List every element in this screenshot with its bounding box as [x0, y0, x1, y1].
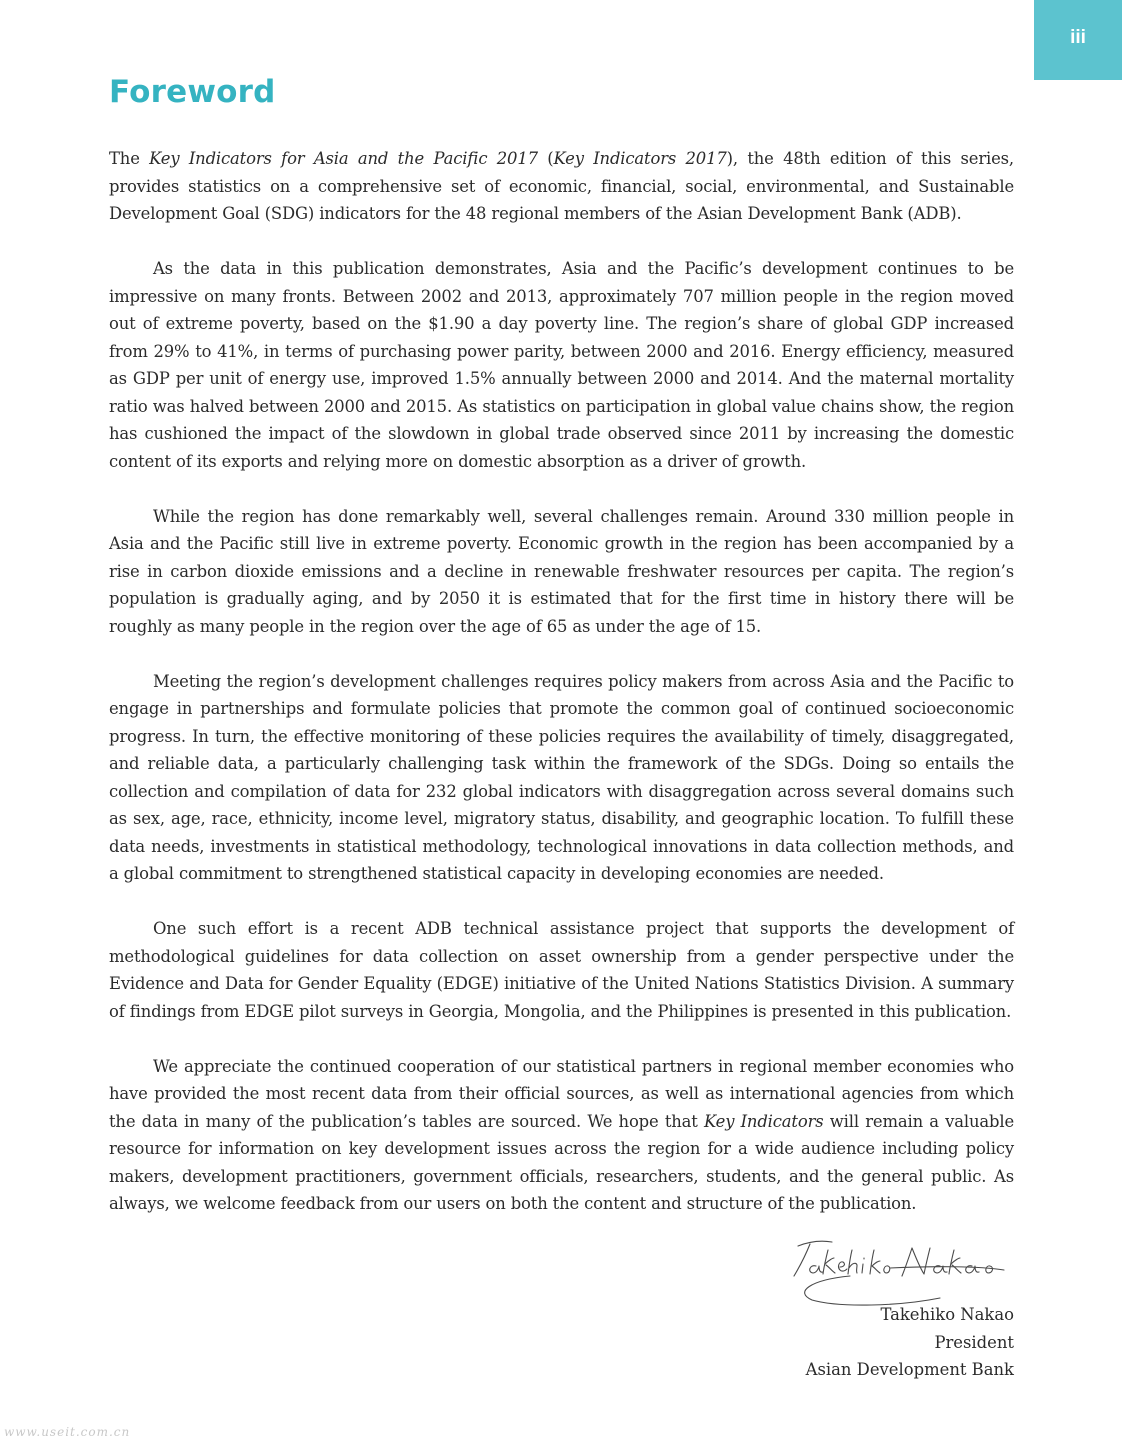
- watermark: www.useit.com.cn: [4, 1425, 131, 1439]
- publication-title: Key Indicators for Asia and the Pacific 2017: [149, 149, 538, 168]
- paragraph-6: [109, 1053, 1014, 1218]
- paragraph-1-text-a: The: [109, 149, 150, 168]
- paragraph-1-text-c: ), the 48th edition of this series, provides statistics on a comprehensive set of economic, financial, social, environmental, and Sustainable Development Goal (SDG) indicators for the 48 regional members of the Asian Development Bank (ADB).: [109, 149, 1014, 223]
- signatory-name: Takehiko Nakao: [880, 1305, 1014, 1324]
- paragraph-4: Meeting the region’s development challenges requires policy makers from across Asia and the Pacific to engage in partnerships and formulate policies that promote the common goal of continued socioeconomic progress. In turn, the effective monitoring of these policies requires the availability of timely, disaggregated, and reliable data, a particularly challenging task within the framework of the SDGs. Doing so entails the collection and compilation of data for 232 global indicators with disaggregation across several domains such as sex, age, race, ethnicity, income level, migratory status, disability, and geographic location. To fulfill these data needs, investments in statistical methodology, technological innovations in data collection methods, and a global commitment to strengthened statistical capacity in developing economies are needed.: [109, 671, 1014, 883]
- signature-block: [806, 1301, 1014, 1384]
- paragraph-1-text-b: (: [537, 149, 554, 168]
- publication-short-title: Key Indicators 2017: [553, 149, 727, 168]
- paragraph-1: [109, 145, 1014, 228]
- page-number: iii: [1070, 27, 1086, 48]
- foreword-body: [109, 145, 1014, 1245]
- paragraph-6-text-a: We appreciate the continued cooperation of our statistical partners in regional member economies who have provided the most recent data from their official sources, as well as international agencies from which the data in many of the publication’s tables are sourced. We hope that: [109, 1056, 1014, 1131]
- paragraph-6-text-b: will remain a valuable resource for information on key development issues across the region for a wide audience including policy makers, development practitioners, government officials, researchers, students, and the general public. As always, we welcome feedback from our users on both the content and structure of the publication.: [109, 1111, 1014, 1213]
- page-number-tab: [1034, 0, 1122, 80]
- paragraph-3: While the region has done remarkably well, several challenges remain. Around 330 million people in Asia and the Pacific still live in extreme poverty. Economic growth in the region has been accompanied by a rise in carbon dioxide emissions and a decline in renewable freshwater resources per capita. The region’s population is gradually aging, and by 2050 it is estimated that for the first time in history there will be roughly as many people in the region over the age of 65 as under the age of 15.: [109, 506, 1014, 636]
- page-title: Foreword: [109, 74, 276, 110]
- paragraph-5: One such effort is a recent ADB technical assistance project that supports the development of methodological guidelines for data collection on asset ownership from a gender perspective under the Evidence and Data for Gender Equality (EDGE) initiative of the United Nations Statistics Division. A summary of findings from EDGE pilot surveys in Georgia, Mongolia, and the Philippines is presented in this publication.: [109, 919, 1014, 1021]
- signatory-organization: Asian Development Bank: [805, 1360, 1014, 1379]
- paragraph-2: As the data in this publication demonstrates, Asia and the Pacific’s development continues to be impressive on many fronts. Between 2002 and 2013, approximately 707 million people in the region moved out of extreme poverty, based on the $1.90 a day poverty line. The region’s share of global GDP increased from 29% to 41%, in terms of purchasing power parity, between 2000 and 2016. Energy efficiency, measured as GDP per unit of energy use, improved 1.5% annually between 2000 and 2014. And the maternal mortality ratio was halved between 2000 and 2015. As statistics on participation in global value chains show, the region has cushioned the impact of the slowdown in global trade observed since 2011 by increasing the domestic content of its exports and relying more on domestic absorption as a driver of growth.: [109, 259, 1014, 471]
- publication-name-italic: Key Indicators: [704, 1111, 824, 1131]
- signatory-position: President: [934, 1332, 1014, 1352]
